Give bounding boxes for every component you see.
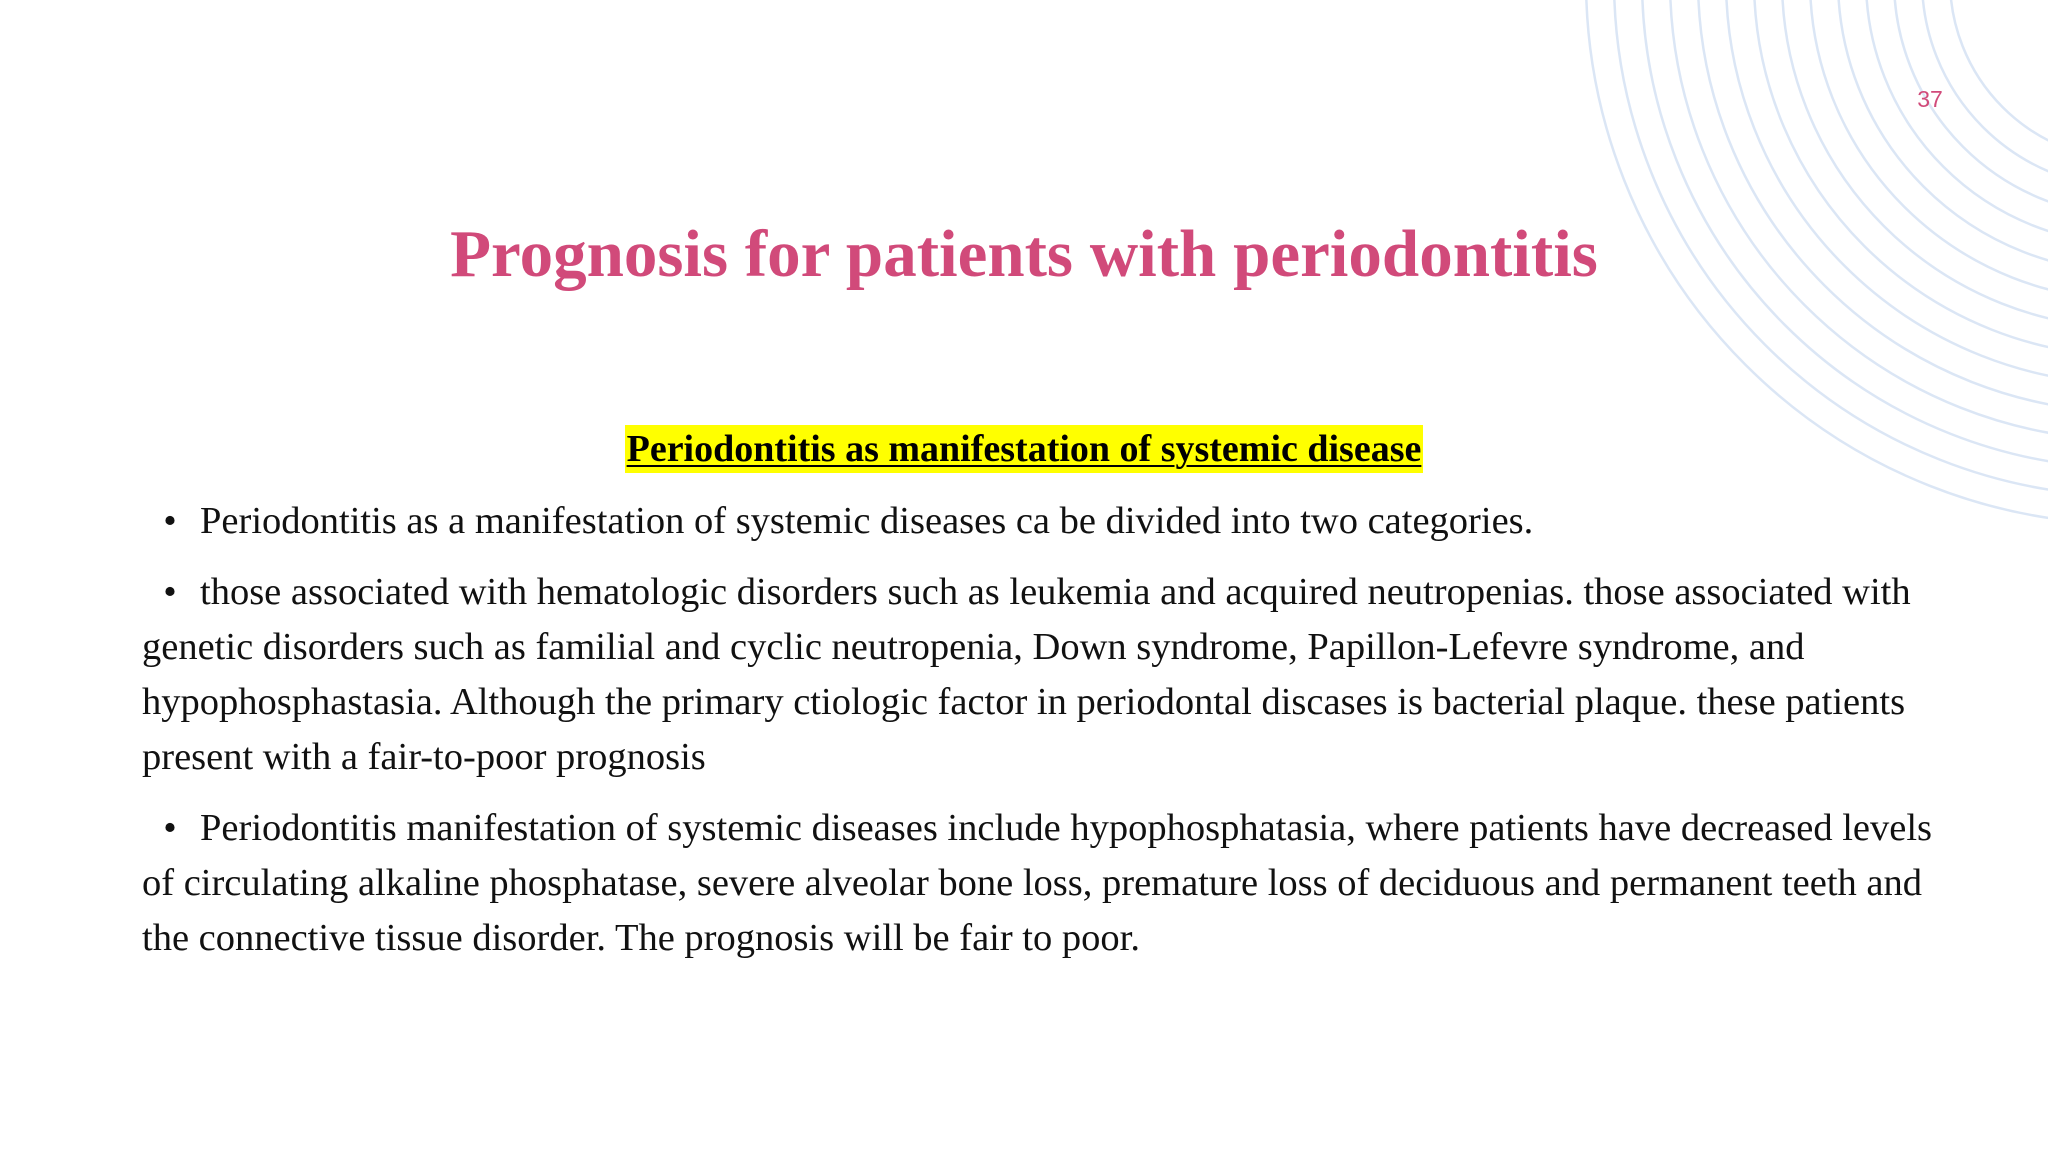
bullet-marker: •	[163, 500, 177, 542]
bullet-paragraph-2	[142, 565, 1942, 785]
decorative-arc	[1950, 0, 2048, 160]
bullet-marker: •	[163, 571, 177, 613]
decorative-arc	[1754, 0, 2048, 356]
bullet-text: Periodontitis manifestation of systemic diseases include hypophosphatasia, where patients have decreased levels of circulating alkaline phosphatase, severe alveolar bone loss, premature loss of deciduous and permanent teeth and the connective tissue disorder. The prognosis will be fair to poor.	[142, 807, 1933, 959]
slide-title: Prognosis for patients with periodontitis	[450, 217, 1598, 291]
bullet-text: Periodontitis as a manifestation of systemic diseases ca be divided into two categories.	[200, 500, 1534, 542]
decorative-arc	[1726, 0, 2048, 384]
section-subtitle: Periodontitis as manifestation of systemic disease	[625, 425, 1424, 473]
bullet-paragraph-3	[142, 801, 1942, 966]
page-number: 37	[1917, 86, 1943, 112]
bullet-marker: •	[163, 807, 177, 849]
bullet-list	[142, 494, 1942, 982]
subtitle-container	[0, 425, 2048, 473]
bullet-paragraph-1	[142, 494, 1942, 549]
bullet-text: those associated with hematologic disorders such as leukemia and acquired neutropenias. those associated with genetic disorders such as familial and cyclic neutropenia, Down syndrome, Papillon-Lefevre syndrome, and hypophosphastasia. Although the primary ctiologic factor in periodontal discases is bacterial plaque. these patients present with a fair-to-poor prognosis	[142, 571, 1911, 778]
